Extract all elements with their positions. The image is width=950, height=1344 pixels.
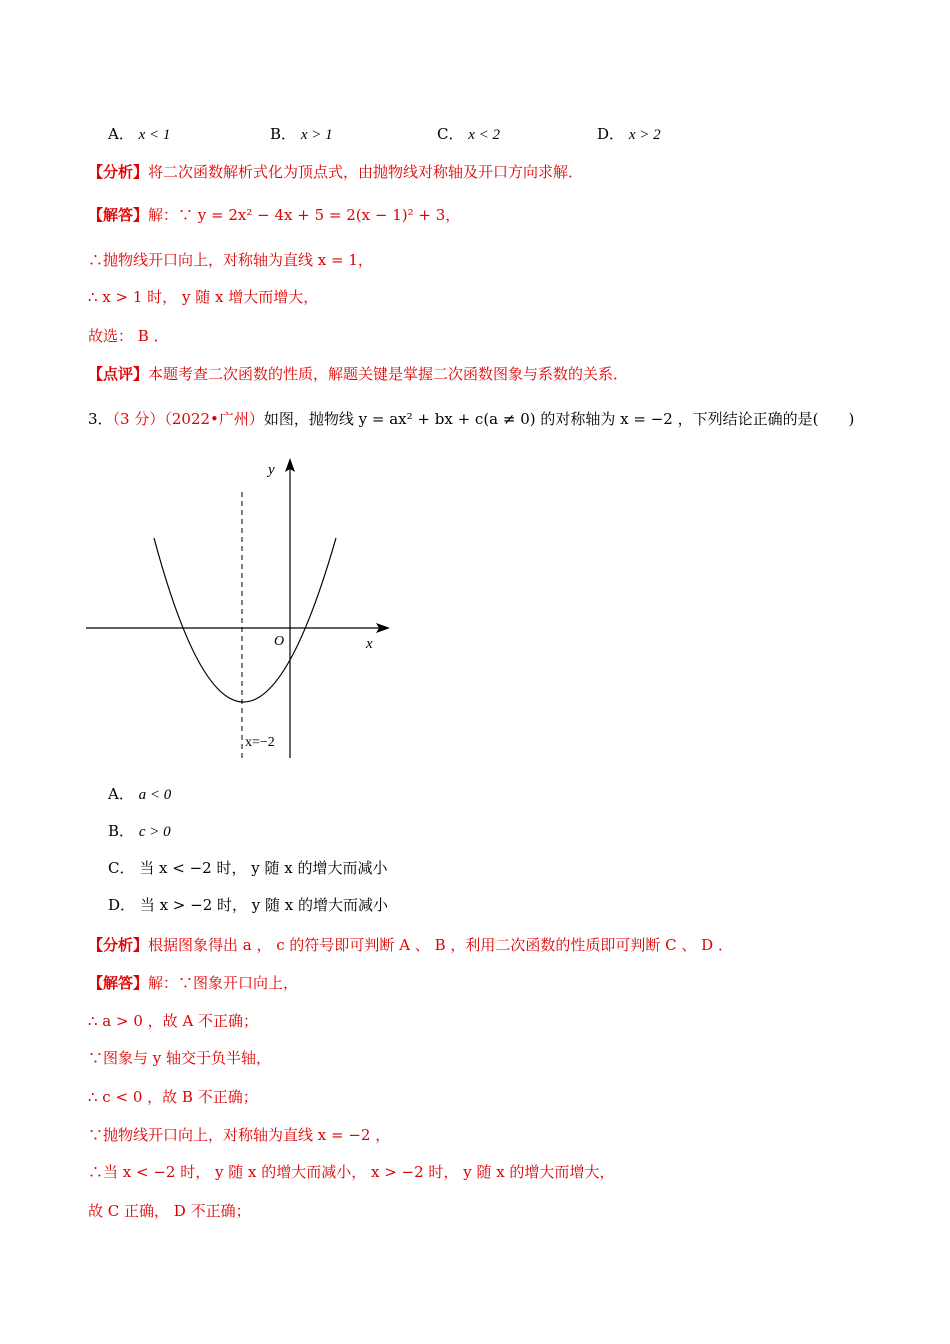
option-label: B． [108, 822, 135, 840]
option-label: C． [437, 125, 464, 143]
analysis-text: 根据图象得出 a ， c 的符号即可判断 A 、 B ，利用二次函数的性质即可判断 C 、 D ． [148, 936, 733, 954]
q3-stem [88, 409, 854, 429]
q3-solution-line-5: ∵抛物线开口向上，对称轴为直线 x = −2 ， [88, 1126, 391, 1144]
solution-text: 解：∵图象开口向上， [148, 974, 299, 992]
comment-text: 本题考查二次函数的性质，解题关键是掌握二次函数图象与系数的关系． [148, 365, 629, 383]
q2-solution-line-1 [88, 205, 460, 225]
q3-solution-line-6: ∴当 x < −2 时， y 随 x 的增大而减小， x > −2 时， y 随 x 的增大而增大， [88, 1163, 615, 1181]
parabola-graph [84, 452, 394, 764]
q2-analysis [88, 162, 583, 182]
option-text: 当 x < −2 时， y 随 x 的增大而减小 [139, 859, 388, 877]
question-source: （3 分）（2022•广州） [112, 410, 264, 428]
question-text: 如图，抛物线 y = ax² + bx + c(a ≠ 0) 的对称轴为 x = −2 ，下列结论正确的是( ) [263, 410, 855, 428]
solution-tag: 【解答】 [88, 206, 149, 224]
option-label: C． [108, 859, 135, 877]
analysis-tag: 【分析】 [88, 936, 149, 954]
option-math: x > 1 [300, 127, 333, 143]
q3-solution-line-7: 故 C 正确， D 不正确； [88, 1202, 251, 1220]
q2-option-c[interactable] [437, 124, 500, 145]
option-label: D． [108, 896, 136, 914]
question-number: 3． [88, 410, 113, 428]
option-math: x < 2 [468, 127, 501, 143]
q2-option-a[interactable] [108, 124, 170, 145]
q2-solution-line-3: ∴ x > 1 时， y 随 x 增大而增大， [88, 288, 319, 306]
solution-text: 解：∵ y = 2x² − 4x + 5 = 2(x − 1)² + 3， [148, 206, 461, 224]
q3-option-a[interactable] [108, 784, 171, 805]
analysis-tag: 【分析】 [88, 163, 149, 181]
option-label: A． [108, 125, 134, 143]
q2-solution-line-2: ∴抛物线开口向上，对称轴为直线 x = 1， [88, 251, 373, 269]
option-label: D． [597, 125, 625, 143]
option-label: A． [108, 785, 134, 803]
solution-tag: 【解答】 [88, 974, 149, 992]
q3-solution-line-1 [88, 973, 298, 993]
q2-option-b[interactable] [270, 124, 333, 145]
parabola-figure [84, 452, 394, 764]
origin-label: O [274, 634, 285, 649]
symmetry-line-label: x=−2 [245, 735, 275, 750]
q2-option-d[interactable] [597, 124, 661, 145]
option-math: x < 1 [138, 127, 171, 143]
analysis-text: 将二次函数解析式化为顶点式，由抛物线对称轴及开口方向求解． [148, 163, 584, 181]
q3-option-b[interactable] [108, 821, 171, 842]
option-text: 当 x > −2 时， y 随 x 的增大而减小 [139, 896, 389, 914]
q3-option-c[interactable] [108, 858, 388, 878]
option-text: a < 0 [138, 787, 172, 803]
q3-option-d[interactable] [108, 895, 388, 915]
option-label: B． [270, 125, 297, 143]
option-text: c > 0 [138, 824, 171, 840]
parabola-curve [154, 538, 336, 702]
q3-analysis [88, 935, 733, 955]
q2-solution-line-4: 故选： B ． [88, 327, 169, 345]
q3-solution-line-3: ∵图象与 y 轴交于负半轴， [88, 1049, 272, 1067]
q3-solution-line-2: ∴ a > 0 ，故 A 不正确； [88, 1012, 259, 1030]
y-axis-label: y [268, 462, 275, 478]
q2-comment [88, 364, 628, 384]
option-math: x > 2 [628, 127, 661, 143]
q3-solution-line-4: ∴ c < 0 ，故 B 不正确； [88, 1088, 258, 1106]
comment-tag: 【点评】 [88, 365, 149, 383]
x-axis-label: x [366, 636, 373, 652]
